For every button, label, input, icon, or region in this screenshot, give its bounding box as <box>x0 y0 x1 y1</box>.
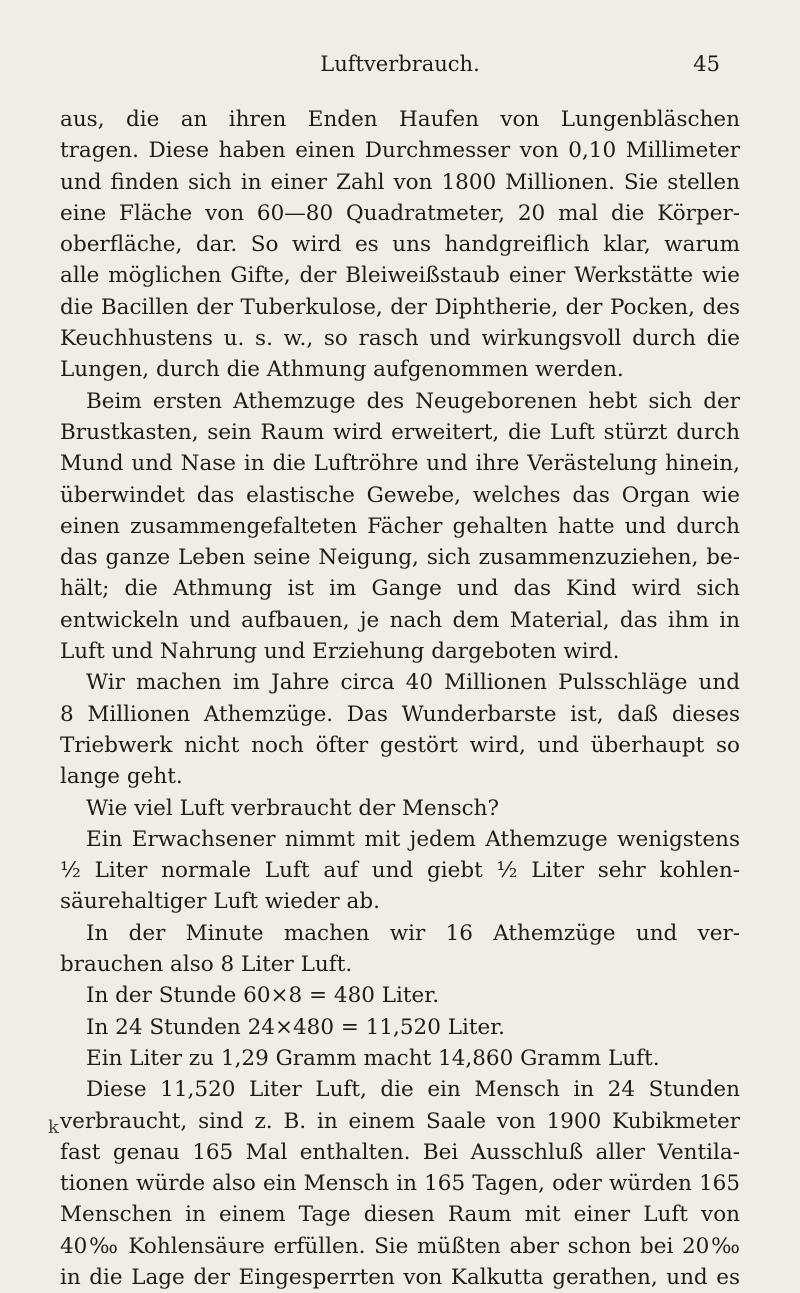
text-line: Ein Erwachsener nimmt mit jedem Athemzuge wenigstens <box>86 826 740 852</box>
text-line: Ein Liter zu 1,29 Gramm macht 14,860 Gramm Luft. <box>86 1045 660 1071</box>
text-line: säurehaltiger Luft wieder ab. <box>60 889 380 915</box>
text-line: oberfläche, dar. So wird es uns handgreiflich klar, warum <box>60 232 740 258</box>
text-line: aus, die an ihren Enden Haufen von Lungenbläschen <box>60 107 740 132</box>
text-line: die Bacillen der Tuberkulose, der Diphtherie, der Pocken, des <box>60 294 740 320</box>
text-line: eine Fläche von 60—80 Quadratmeter, 20 mal die Körper- <box>60 200 740 226</box>
text-line: Luft und Nahrung und Erziehung dargeboten wird. <box>60 639 620 665</box>
text-line: lange geht. <box>60 764 183 790</box>
text-line: Mund und Nase in die Luftröhre und ihre Verästelung hinein, <box>60 451 740 477</box>
text-line: Triebwerk nicht noch öfter gestört wird, und überhaupt so <box>60 732 740 758</box>
margin-mark: k <box>48 1117 59 1138</box>
text-line: 40‰ Kohlensäure erfüllen. Sie müßten aber schon bei 20‰ <box>60 1233 740 1259</box>
text-line: einen zusammengefalteten Fächer gehalten hatte und durch <box>60 513 740 539</box>
text-line: überwindet das elastische Gewebe, welches das Organ wie <box>60 482 740 508</box>
text-line: entwickeln und aufbauen, je nach dem Material, das ihm in <box>60 607 740 633</box>
text-line: Menschen in einem Tage diesen Raum mit einer Luft von <box>60 1202 740 1228</box>
text-line: Brustkasten, sein Raum wird erweitert, die Luft stürzt durch <box>60 419 740 445</box>
text-line: In der Minute machen wir 16 Athemzüge und ver- <box>86 920 740 946</box>
text-line: 8 Millionen Athemzüge. Das Wunderbarste ist, daß dieses <box>60 701 740 727</box>
text-line: Wie viel Luft verbraucht der Mensch? <box>86 795 500 821</box>
text-line: und finden sich in einer Zahl von 1800 Millionen. Sie stellen <box>60 169 740 195</box>
text-line: alle möglichen Gifte, der Bleiweißstaub einer Werkstätte wie <box>60 263 740 289</box>
text-line: fast genau 165 Mal enthalten. Bei Ausschluß aller Ventila- <box>60 1139 740 1165</box>
body-text <box>60 104 740 1293</box>
text-line: ½ Liter normale Luft auf und giebt ½ Liter sehr kohlen- <box>60 858 740 884</box>
page-number: 45 <box>693 52 720 76</box>
text-line: das ganze Leben seine Neigung, sich zusammenzuziehen, be- <box>60 545 740 571</box>
text-line: in die Lage der Eingesperrten von Kalkutta gerathen, und es <box>60 1264 740 1290</box>
text-line: In 24 Stunden 24×480 = 11,520 Liter. <box>86 1014 506 1040</box>
text-line: Lungen, durch die Athmung aufgenommen werden. <box>60 357 624 383</box>
page-header <box>60 48 740 88</box>
text-line: brauchen also 8 Liter Luft. <box>60 952 353 978</box>
text-line: tionen würde also ein Mensch in 165 Tagen, oder würden 165 <box>60 1171 740 1197</box>
text-line: hält; die Athmung ist im Gange und das Kind wird sich <box>60 576 740 602</box>
text-line: Keuchhustens u. s. w., so rasch und wirkungsvoll durch die <box>60 326 740 352</box>
text-line: In der Stunde 60×8 = 480 Liter. <box>86 983 440 1009</box>
text-line: tragen. Diese haben einen Durchmesser von 0,10 Millimeter <box>60 138 740 164</box>
text-line: Diese 11,520 Liter Luft, die ein Mensch in 24 Stunden <box>86 1077 740 1103</box>
text-line: Wir machen im Jahre circa 40 Millionen Pulsschläge und <box>86 670 740 696</box>
text-line: Beim ersten Athemzuge des Neugeborenen hebt sich der <box>86 388 740 414</box>
text-line: verbraucht, sind z. B. in einem Saale von 1900 Kubikmeter <box>60 1108 740 1134</box>
running-title: Luftverbrauch. <box>320 52 480 76</box>
